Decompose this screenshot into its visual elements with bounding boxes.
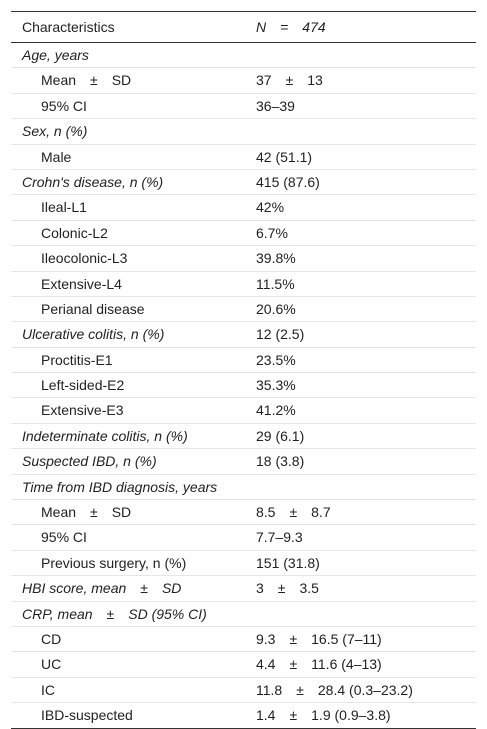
row-label: 95% CI [41, 97, 87, 114]
row-value: 415 (87.6) [256, 173, 320, 190]
row-value: 37 ± 13 [256, 72, 323, 89]
row-label: Indeterminate colitis, n (%) [22, 427, 188, 444]
table-section-row [11, 424, 476, 449]
table-row [11, 398, 476, 423]
row-label: Mean ± SD [41, 504, 132, 521]
header-characteristics: Characteristics [22, 19, 115, 35]
table-row [11, 195, 476, 220]
table-row [11, 678, 476, 703]
table-row [11, 272, 476, 297]
table-row [11, 94, 476, 119]
row-label: Suspected IBD, n (%) [22, 453, 157, 470]
row-value: 1.4 ± 1.9 (0.9–3.8) [256, 707, 391, 724]
row-value: 8.5 ± 8.7 [256, 504, 331, 521]
header-n: N = 474 [256, 19, 326, 35]
row-label: IC [41, 681, 55, 698]
row-label: Age, years [22, 47, 89, 63]
row-value: 4.4 ± 11.6 (4–13) [256, 656, 382, 673]
row-label: Extensive-E3 [41, 402, 124, 419]
table-row [11, 246, 476, 271]
row-label: Perianal disease [41, 300, 145, 317]
table-row [11, 627, 476, 652]
table-body [11, 43, 476, 728]
table-row [11, 348, 476, 373]
row-label: Colonic-L2 [41, 224, 108, 241]
row-label: UC [41, 656, 62, 673]
row-value: 41.2% [256, 402, 296, 419]
table-row [11, 551, 476, 576]
row-value: 11.8 ± 28.4 (0.3–23.2) [256, 681, 413, 698]
row-value: 7.7–9.3 [256, 529, 303, 546]
row-label: Sex, n (%) [22, 123, 88, 140]
table-section-row [11, 576, 476, 601]
row-value: 12 (2.5) [256, 326, 305, 343]
table-row [11, 373, 476, 398]
table-section-row [11, 170, 476, 195]
table-row [11, 297, 476, 322]
row-label: Time from IBD diagnosis, years [22, 478, 218, 495]
row-label: IBD-suspected [41, 707, 133, 724]
table-section-row [11, 475, 476, 500]
row-value: 9.3 ± 16.5 (7–11) [256, 630, 382, 647]
row-value: 18 (3.8) [256, 453, 305, 470]
row-label: Crohn's disease, n (%) [22, 173, 164, 190]
table-section-row [11, 119, 476, 144]
row-label: CD [41, 630, 62, 647]
row-value: 3 ± 3.5 [256, 580, 319, 597]
row-value: 35.3% [256, 377, 296, 394]
row-label: Mean ± SD [41, 72, 132, 89]
table-section-row [11, 602, 476, 627]
row-label: HBI score, mean ± SD [22, 580, 182, 597]
row-label: Extensive-L4 [41, 275, 122, 292]
row-value: 20.6% [256, 300, 296, 317]
row-value: 23.5% [256, 351, 296, 368]
row-value: 151 (31.8) [256, 554, 320, 571]
row-label: Ileal-L1 [41, 199, 87, 216]
row-value: 11.5% [256, 275, 295, 292]
row-label: Ulcerative colitis, n (%) [22, 326, 165, 343]
table-header-row [11, 12, 476, 43]
row-label: Male [41, 148, 72, 165]
row-value: 36–39 [256, 97, 295, 114]
table-row [11, 652, 476, 677]
table-row [11, 68, 476, 93]
characteristics-table [11, 11, 476, 729]
table-row [11, 525, 476, 550]
row-label: Proctitis-E1 [41, 351, 113, 368]
row-label: Left-sided-E2 [41, 377, 125, 394]
row-label: Previous surgery, n (%) [41, 554, 187, 571]
row-label: 95% CI [41, 529, 87, 546]
table-section-row [11, 449, 476, 474]
row-label: CRP, mean ± SD (95% CI) [22, 605, 207, 622]
row-value: 42% [256, 199, 285, 216]
table-row [11, 703, 476, 727]
row-value: 42 (51.1) [256, 148, 313, 165]
row-label: Ileocolonic-L3 [41, 250, 128, 267]
row-value: 39.8% [256, 250, 296, 267]
row-value: 6.7% [256, 224, 288, 241]
row-value: 29 (6.1) [256, 427, 305, 444]
table-row [11, 221, 476, 246]
table-section-row [11, 322, 476, 347]
table-row [11, 145, 476, 170]
table-row [11, 500, 476, 525]
table-section-row [11, 43, 476, 68]
